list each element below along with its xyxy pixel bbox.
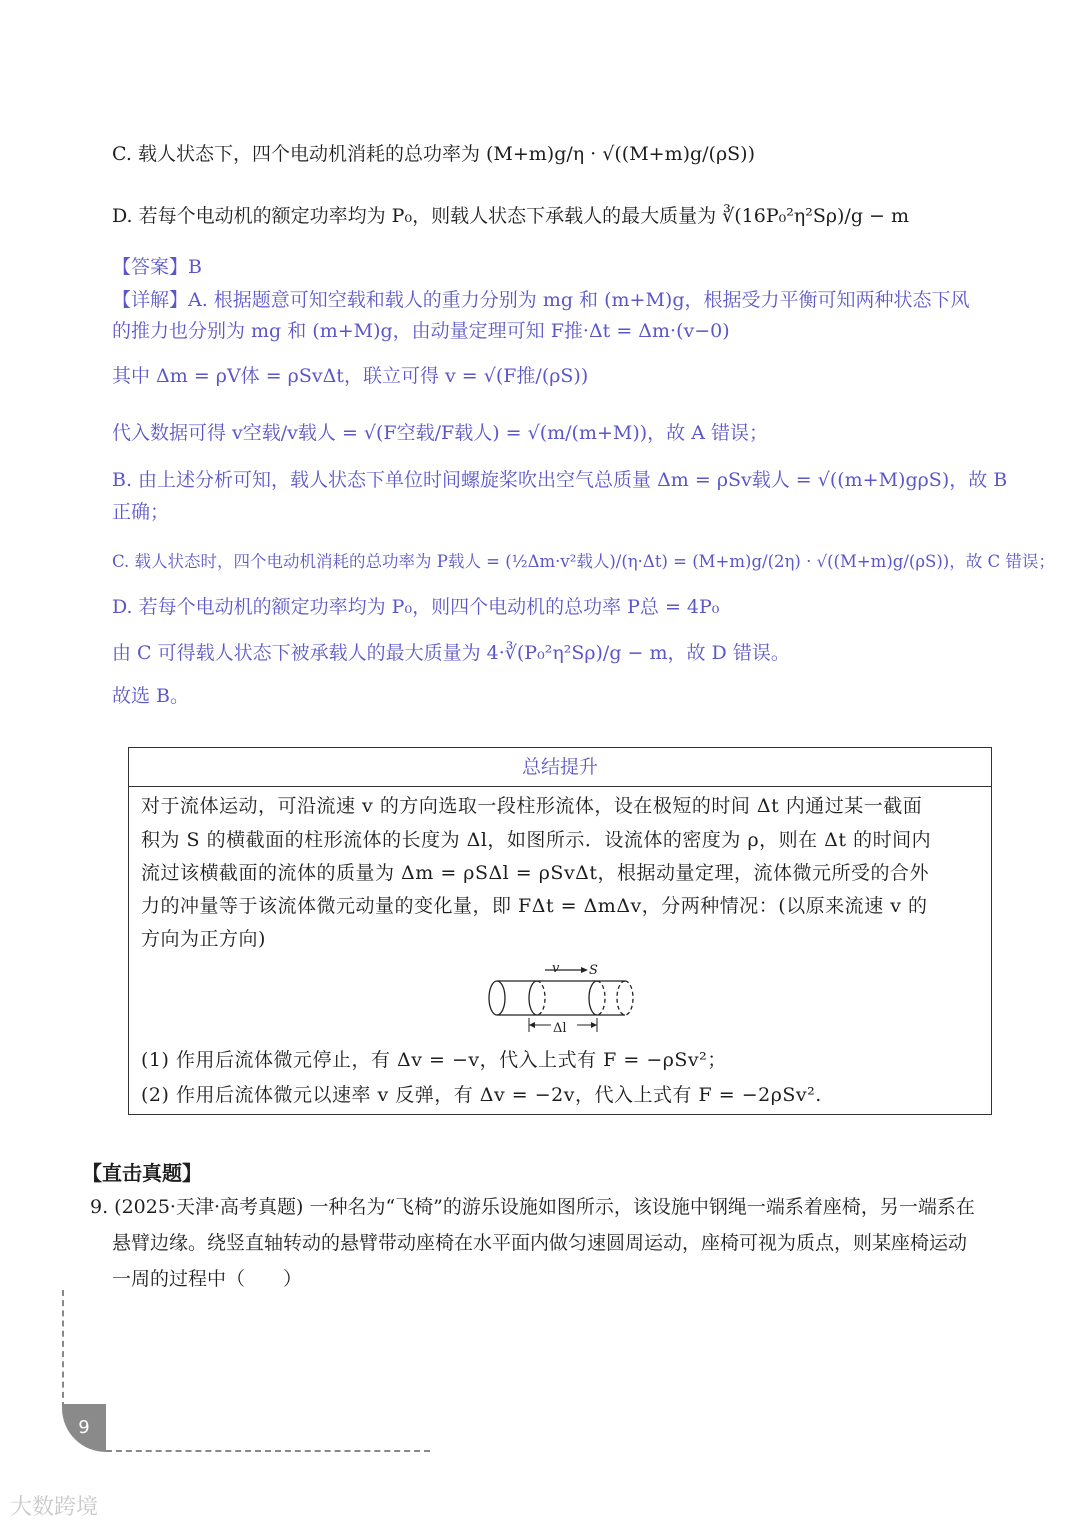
solution-line: 代入数据可得 v空载/v载人 = √(F空载/F载人) = √(m/(m+M))，故 A 错误； xyxy=(112,422,768,444)
summary-title: 总结提升 xyxy=(129,748,991,787)
page-dashed-border-vertical xyxy=(62,1290,64,1408)
summary-box xyxy=(128,747,992,1115)
velocity-label: v xyxy=(552,961,560,976)
solution-line: 故选 B。 xyxy=(112,685,190,707)
solution-line: 其中 Δm = ρV体 = ρSvΔt，联立可得 v = √(F推/(ρS)) xyxy=(112,365,589,387)
summary-line: 力的冲量等于该流体微元动量的变化量，即 FΔt = ΔmΔv，分两种情况：(以原来流速 v 的 xyxy=(141,895,928,917)
option-c: C. 载人状态下，四个电动机消耗的总功率为 (M+m)g/η · √((M+m)g/(ρS)) xyxy=(112,143,755,165)
question-line: 一周的过程中（ ） xyxy=(112,1268,303,1290)
section-heading: 【直击真题】 xyxy=(82,1161,202,1185)
watermark: 大数跨境 xyxy=(10,1495,99,1520)
question-line: 9. (2025·天津·高考真题) 一种名为“飞椅”的游乐设施如图所示，该设施中钢绳一端系着座椅，另一端系在 xyxy=(90,1196,975,1218)
solution-line: C. 载人状态时，四个电动机消耗的总功率为 P载人 = (½Δm·v²载人)/(η·Δt) = (M+m)g/(2η) · √((M+m)g/(ρS))，故 C 错误； xyxy=(112,552,1055,571)
length-label: Δl xyxy=(553,1021,567,1036)
summary-line: 方向为正方向) xyxy=(141,928,266,950)
solution-line: B. 由上述分析可知，载人状态下单位时间螺旋桨吹出空气总质量 Δm = ρSv载人 = √((m+M)gρS)，故 B xyxy=(112,469,1008,491)
option-d: D. 若每个电动机的额定功率均为 P₀，则载人状态下承载人的最大质量为 ∛(16P₀²η²Sρ)/g − m xyxy=(112,205,910,227)
page-dashed-border-horizontal xyxy=(106,1450,430,1452)
summary-line: 对于流体运动，可沿流速 v 的方向选取一段柱形流体，设在极短的时间 Δt 内通过某一截面 xyxy=(141,795,923,817)
solution-line: 正确； xyxy=(112,501,170,523)
summary-case-1: (1) 作用后流体微元停止，有 Δv = −v，代入上式有 F = −ρSv²； xyxy=(141,1049,727,1071)
area-label: S xyxy=(589,963,598,978)
solution-line: D. 若每个电动机的额定功率均为 P₀，则四个电动机的总功率 P总 = 4P₀ xyxy=(112,596,720,618)
solution-line: 由 C 可得载人状态下被承载人的最大质量为 4·∛(P₀²η²Sρ)/g − m，故 D 错误。 xyxy=(112,642,790,664)
summary-line: 积为 S 的横截面的柱形流体的长度为 Δl，如图所示．设流体的密度为 ρ，则在 Δt 的时间内 xyxy=(141,829,932,851)
answer: 【答案】B xyxy=(112,256,202,278)
question-line: 悬臂边缘。绕竖直轴转动的悬臂带动座椅在水平面内做匀速圆周运动，座椅可视为质点，则某座椅运动 xyxy=(112,1232,968,1254)
summary-line: 流过该横截面的流体的质量为 Δm = ρSΔl = ρSvΔt，根据动量定理，流体微元所受的合外 xyxy=(141,862,930,884)
solution-line: 的推力也分别为 mg 和 (m+M)g，由动量定理可知 F推·Δt = Δm·(v−0) xyxy=(112,320,730,342)
summary-case-2: (2) 作用后流体微元以速率 v 反弹，有 Δv = −2v，代入上式有 F = −2ρSv². xyxy=(141,1084,822,1106)
solution-line: 【详解】A. 根据题意可知空载和载人的重力分别为 mg 和 (m+M)g，根据受力平衡可知两种状态下风 xyxy=(112,289,970,311)
fluid-cylinder-figure xyxy=(485,960,655,1040)
page-number: 9 xyxy=(62,1404,106,1452)
